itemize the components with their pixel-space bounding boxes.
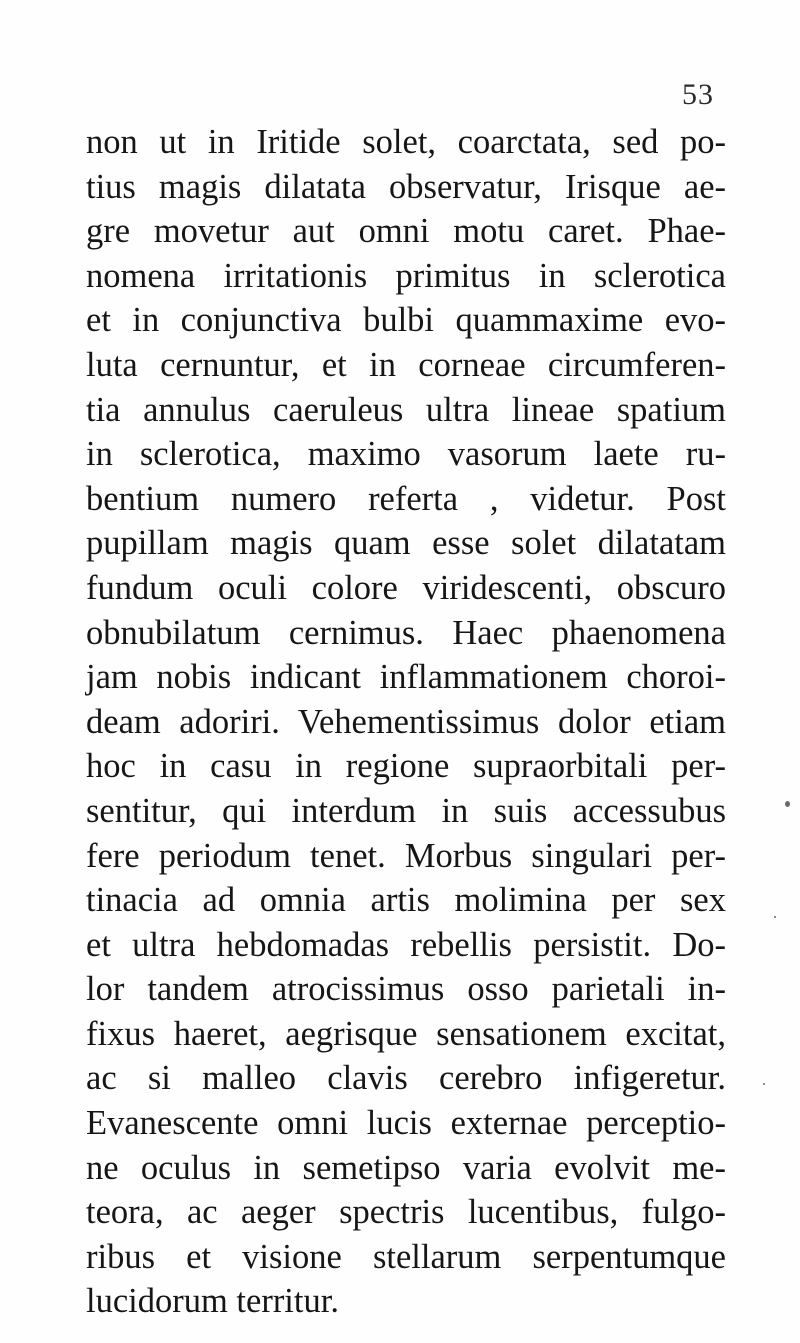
text-line: fere periodum tenet. Morbus singulari per- (86, 836, 726, 875)
text-line: et in conjunctiva bulbi quammaxime evo- (86, 301, 726, 340)
text-line: tia annulus caeruleus ultra lineae spatium (86, 390, 726, 429)
text-line: tinacia ad omnia artis molimina per sex (86, 881, 726, 920)
text-line: non ut in Iritide solet, coarctata, sed po- (86, 123, 726, 161)
text-line: tius magis dilatata observatur, Irisque ae- (86, 167, 726, 206)
text-line: ribus et visione stellarum serpentumque (86, 1237, 726, 1276)
text-line: ac si malleo clavis cerebro infigeretur. (86, 1059, 726, 1098)
text-line: ne oculus in semetipso varia evolvit me- (86, 1148, 726, 1187)
text-line: Evanescente omni lucis externae perceptio- (86, 1104, 726, 1143)
text-line: luta cernuntur, et in corneae circumferen- (86, 345, 726, 384)
text-line: teora, ac aeger spectris lucentibus, fulgo- (86, 1193, 726, 1232)
text-line: gre movetur aut omni motu caret. Phae- (86, 212, 726, 251)
text-line: obnubilatum cernimus. Haec phaenomena (86, 613, 726, 652)
text-line: fixus haeret, aegrisque sensationem excitat, (86, 1014, 726, 1053)
text-line: bentium numero referta , videtur. Post (86, 479, 726, 518)
text-line: fundum oculi colore viridescenti, obscuro (86, 568, 726, 607)
text-line: pupillam magis quam esse solet dilatatam (86, 524, 726, 563)
page-number: 53 (682, 78, 714, 111)
text-line: in sclerotica, maximo vasorum laete ru- (86, 435, 726, 474)
text-line: nomena irritationis primitus in sclerotica (86, 256, 726, 295)
paper-speck (785, 801, 790, 807)
text-line: hoc in casu in regione supraorbitali per- (86, 747, 726, 786)
text-line: deam adoriri. Vehementissimus dolor etiam (86, 702, 726, 741)
text-line: jam nobis indicant inflammationem choroi- (86, 658, 726, 697)
text-line: sentitur, qui interdum in suis accessubus (86, 791, 726, 830)
paper-speck (774, 916, 776, 918)
text-line: lor tandem atrocissimus osso parietali in- (86, 970, 726, 1009)
paper-speck (763, 1083, 765, 1085)
text-line: lucidorum territur. (86, 1282, 339, 1321)
text-line: et ultra hebdomadas rebellis persistit. Do- (86, 925, 726, 964)
body-text (86, 120, 726, 1324)
